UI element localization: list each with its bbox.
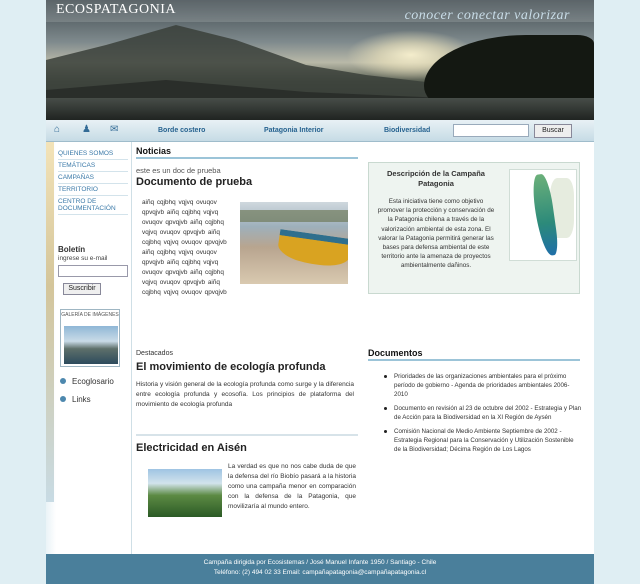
document-item[interactable]: Prioridades de las organizaciones ambientales para el próximo período de gobierno - Agenda de prioridades ambientales 2006-2010 (384, 372, 582, 399)
campaign-text: Esta iniciativa tiene como objetivo promover la protección y conservación de la Patagonia chilena a través de la valorización ambiental de esta zona. El valorar la Patagonia permitirá generar las bases para defensa ambiental de este territorio ante la amenaza de proyectos ambientalmente dañinos. (377, 198, 495, 270)
lake-water (46, 98, 594, 120)
eco-title[interactable]: El movimiento de ecología profunda (136, 361, 326, 373)
sidebar-stripe (46, 142, 54, 502)
boletin-title: Boletín (58, 245, 86, 254)
sidebar-link-links[interactable]: Links (60, 395, 91, 404)
home-icon[interactable]: ⌂ (54, 124, 61, 135)
header-banner (46, 0, 594, 120)
shore-strip (240, 210, 348, 222)
tagline: conocer conectar valorizar (404, 8, 570, 23)
search-button[interactable]: Buscar (534, 124, 572, 138)
footer (46, 554, 594, 584)
nav-bar (46, 120, 594, 142)
bullet-icon (60, 378, 66, 384)
menu-item-tematicas[interactable]: TEMÁTICAS (58, 160, 128, 172)
subscribe-button[interactable]: Suscribir (63, 283, 101, 295)
document-item[interactable]: Documento en revisión al 23 de octubre del 2002 - Estrategia y Plan de Acción para la Biodiversidad en la XI Región de Aysén (384, 404, 582, 422)
main-column (136, 142, 362, 552)
documents-list (384, 372, 582, 459)
news-section-title: Noticias (136, 146, 358, 159)
menu-item-documentacion[interactable]: CENTRO DE DOCUMENTACIÓN (58, 196, 128, 215)
sidebar (46, 142, 132, 554)
sidebar-link-ecoglosario[interactable]: Ecoglosario (60, 377, 114, 386)
page (46, 0, 594, 584)
divider (136, 434, 358, 436)
menu-item-territorio[interactable]: TERRITORIO (58, 184, 128, 196)
user-icon[interactable]: ♟ (82, 124, 91, 135)
boletin-label: ingrese su e-mail (58, 255, 108, 262)
boat-hull (276, 229, 348, 269)
sidebar-menu (58, 148, 128, 215)
nav-link-biodiversidad[interactable]: Biodiversidad (384, 127, 431, 134)
mail-icon[interactable]: ✉ (110, 124, 119, 135)
email-field[interactable] (58, 265, 128, 277)
nav-link-patagonia-interior[interactable]: Patagonia Interior (264, 127, 324, 134)
documents-title: Documentos (368, 348, 580, 361)
doc-body: aiñq cqjbhq vqjvq ovuqov qpvqjvb aiñq cqjbhq vqjvq ovuqov qpvqjvb aiñq cqjbhq vqjvq ovuqov qpvqjvb aiñq cqjbhq vqjvq ovuqov qpvqjvb aiñq cqjbhq vqjvq ovuqov qpvqjvb aiñq cqjbhq vqjvq ovuqov qpvqjvb aiñq cqjbhq vqjvq ovuqov qpvqjvb aiñq cqjbhq vqjvq ovuqov qpvqjvb (142, 199, 227, 296)
nav-link-borde-costero[interactable]: Borde costero (158, 127, 206, 134)
news-kicker: este es un doc de prueba (136, 166, 221, 175)
menu-item-quienes-somos[interactable]: QUIENES SOMOS (58, 148, 128, 160)
search-input[interactable] (453, 124, 529, 137)
forest-image (148, 469, 222, 517)
bullet-icon (60, 396, 66, 402)
aisen-text: La verdad es que no nos cabe duda de que la defensa del río Biobío pasará a la historia como una campaña menor en comparación con la defensa de la Patagonia, que movilizaría al mundo entero. (228, 463, 356, 510)
aisen-title[interactable]: Electricidad en Aisén (136, 442, 247, 454)
gallery-widget[interactable] (60, 309, 120, 367)
boat-image (240, 202, 348, 284)
footer-line-1: Campaña dirigida por Ecosistemas / José Manuel Infante 1950 / Santiago - Chile (203, 559, 437, 566)
footer-line-2[interactable]: Teléfono: (2) 494 02 33 Email: campañapatagonia@campañapatagonia.cl (213, 569, 427, 576)
patagonia-map[interactable] (509, 169, 577, 261)
gallery-thumbnail[interactable] (64, 326, 118, 364)
campaign-box (368, 162, 580, 294)
campaign-title[interactable]: Descripción de la Campaña Patagonia (387, 169, 485, 188)
right-column (366, 142, 591, 552)
menu-item-campanas[interactable]: CAMPAÑAS (58, 172, 128, 184)
destacados-label: Destacados (136, 350, 173, 357)
doc-title[interactable]: Documento de prueba (136, 176, 253, 188)
eco-text: Historia y visión general de la ecología profunda como surge y la diferencia entre ecología profunda y ecosofía. Los principios de plataforma del movimiento de ecología profunda (136, 381, 354, 408)
gallery-caption: GALERÍA DE IMÁGENES (61, 312, 119, 318)
site-logo[interactable]: ECOSPATAGONIA (56, 2, 176, 17)
document-item[interactable]: Comisión Nacional de Medio Ambiente Septiembre de 2002 - Estrategia Regional para la Conservación y Utilización Sostenible de la Biodiversidad; Décima Región de Los Lagos (384, 427, 582, 454)
